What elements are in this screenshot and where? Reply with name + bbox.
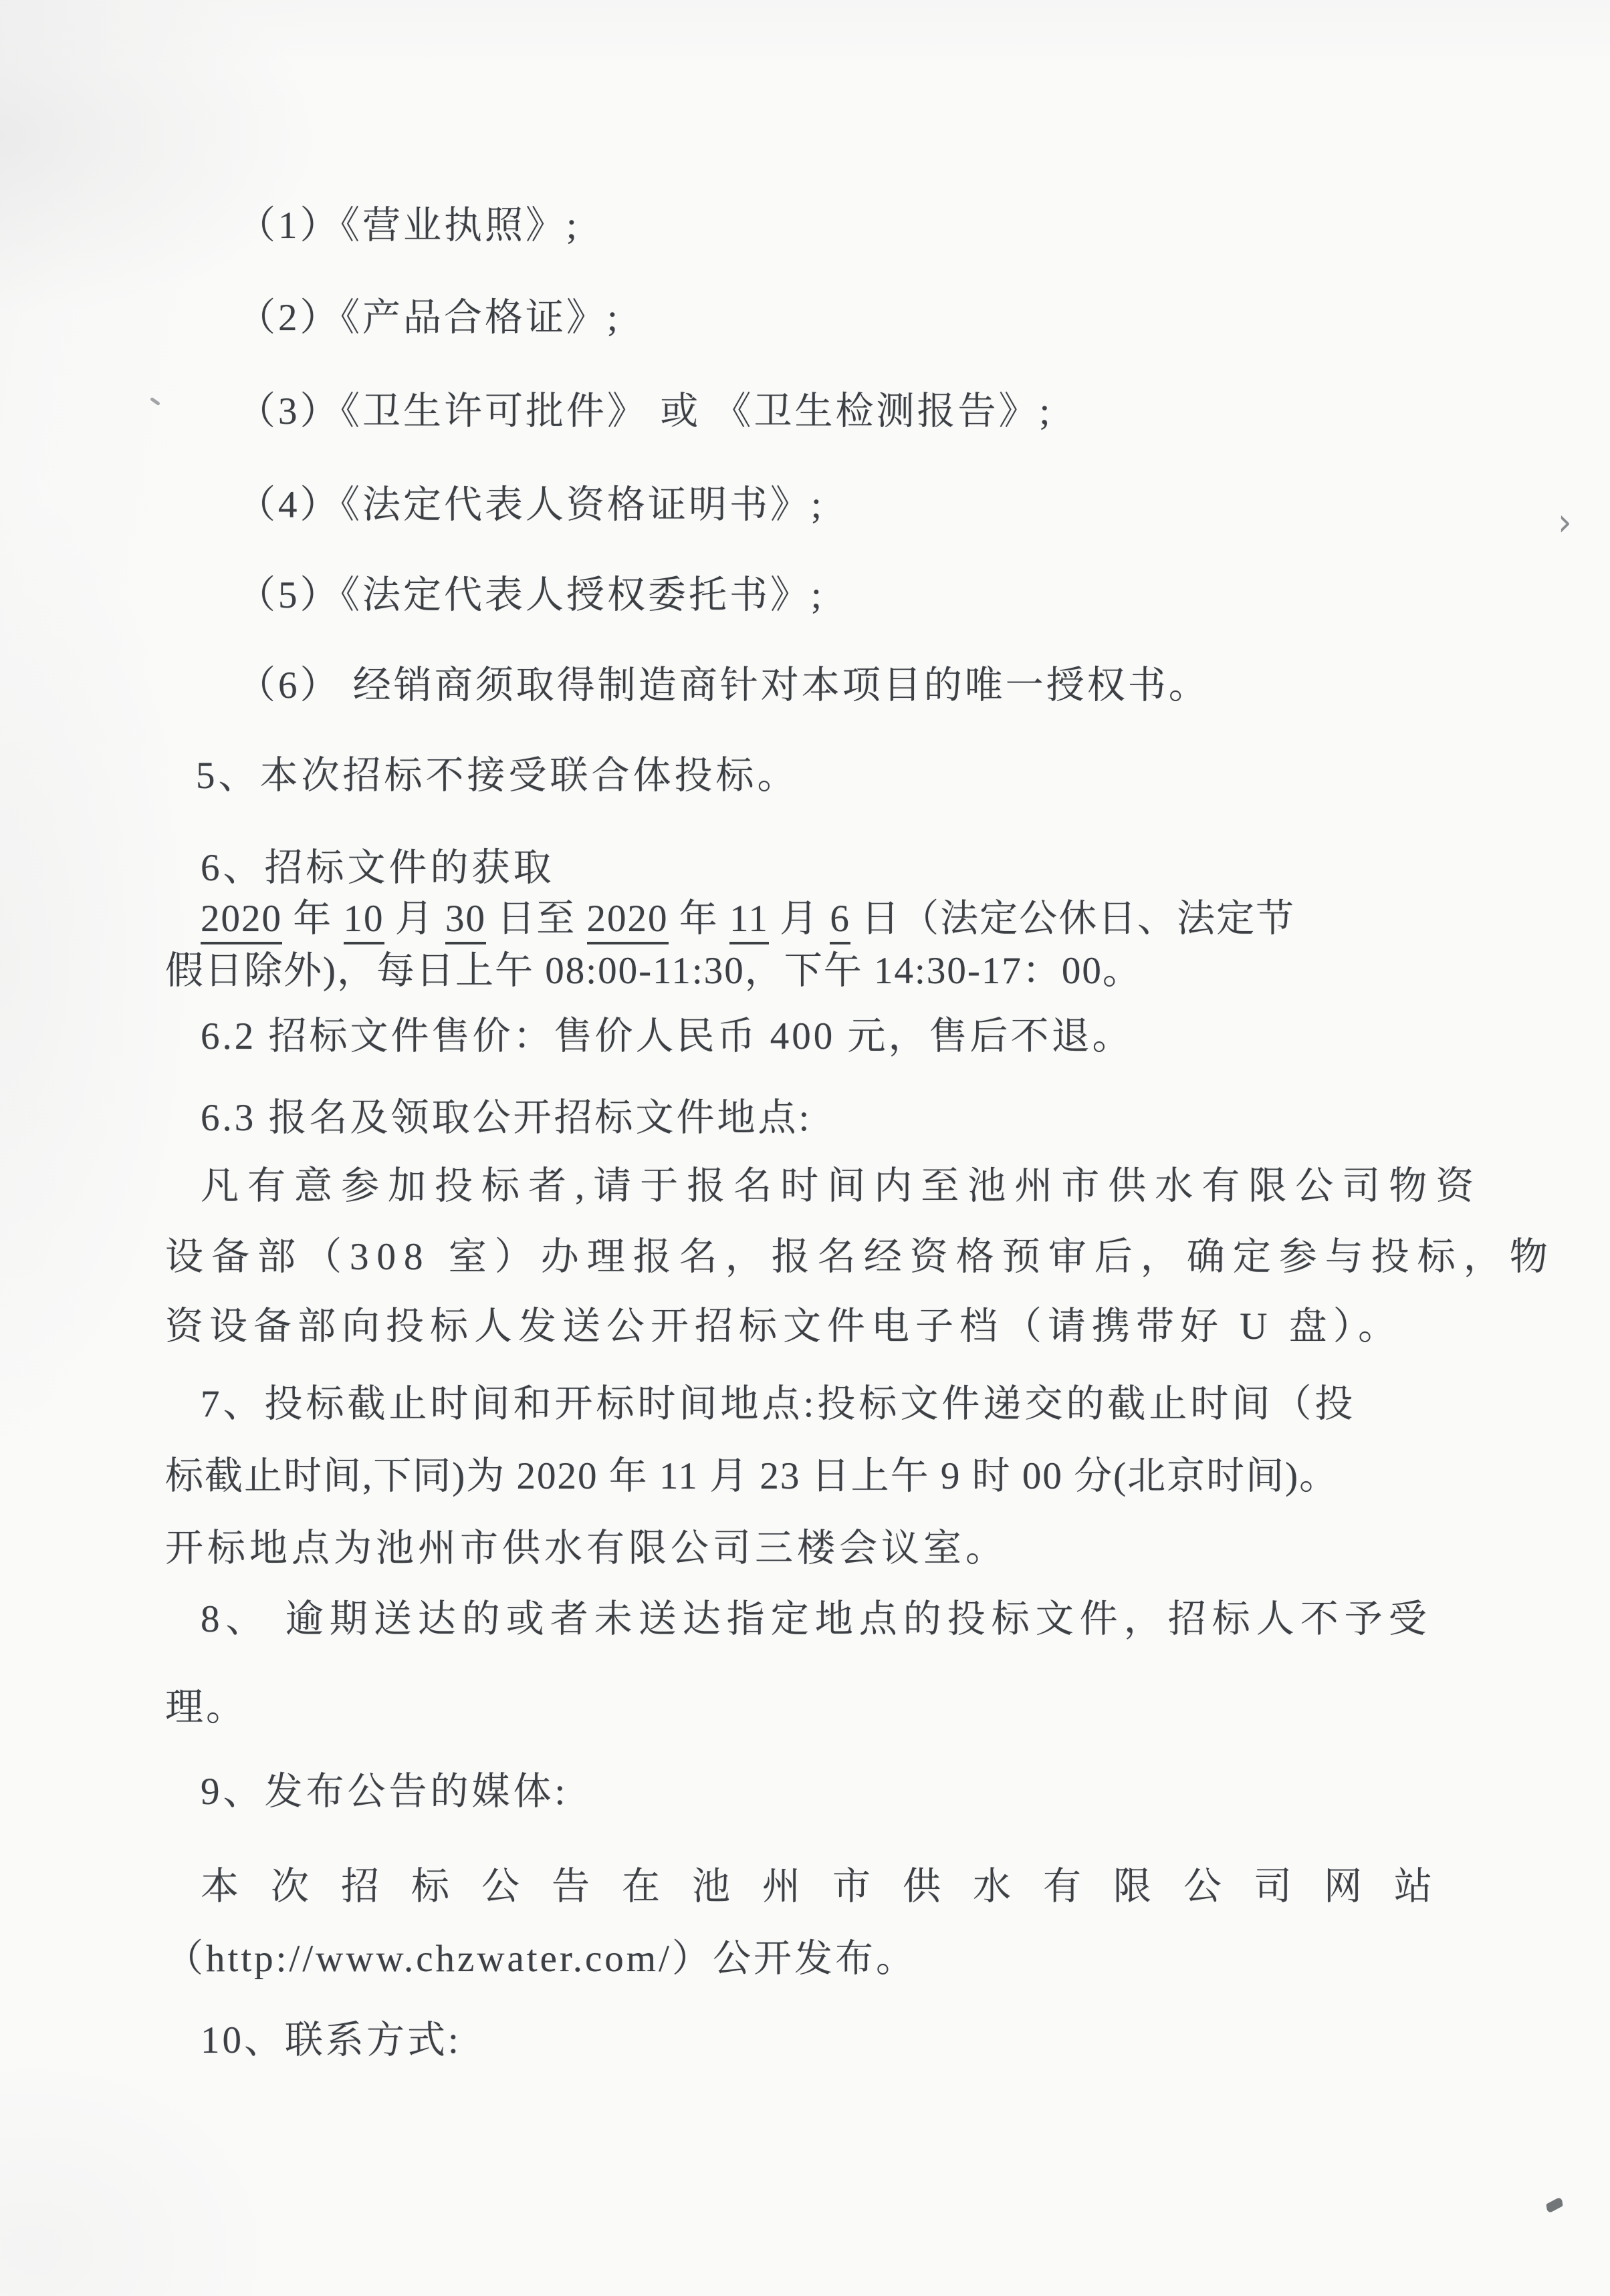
section-6-3-line: 6.3 报名及领取公开招标文件地点: [201, 1097, 812, 1139]
list-item-1: （1）《营业执照》; [237, 205, 580, 247]
section-6-2-line: 6.2 招标文件售价：售价人民币 400 元，售后不退。 [201, 1015, 1133, 1057]
section-5-line: 5、本次招标不接受联合体投标。 [196, 755, 799, 797]
section-10-heading: 10、联系方式: [201, 2019, 461, 2061]
underlined-year: 2020 [201, 898, 282, 944]
list-item-2: （2）《产品合格证》; [237, 297, 620, 339]
underlined-year-2: 2020 [587, 898, 669, 944]
section-8-line-2: 理。 [165, 1686, 247, 1729]
scan-artifact-chevron: › [1558, 501, 1572, 545]
paragraph-signup-line-3: 资设备部向投标人发送公开招标文件电子档（请携带好 U 盘）。 [165, 1305, 1403, 1348]
section-7-line-3: 开标地点为池州市供水有限公司三楼会议室。 [165, 1527, 1008, 1569]
section-6-heading: 6、招标文件的获取 [201, 847, 555, 889]
section-6-hours-line: 假日除外)，每日上午 08:00-11:30，下午 14:30-17：00。 [165, 950, 1142, 992]
section-8-line-1: 8、 逾期送达的或者未送达指定地点的投标文件，招标人不予受 [201, 1598, 1433, 1640]
paragraph-signup-line-1: 凡有意参加投标者,请于报名时间内至池州市供水有限公司物资 [201, 1165, 1483, 1207]
date-segment: 年 [668, 898, 729, 940]
scan-artifact-speck [1546, 2196, 1563, 2214]
list-item-4: （4）《法定代表人资格证明书》; [237, 484, 824, 526]
section-7-line-1: 7、投标截止时间和开标时间地点:投标文件递交的截止时间（投 [201, 1383, 1357, 1425]
underlined-day: 30 [445, 898, 486, 944]
underlined-month: 10 [344, 898, 384, 944]
section-9-line-justified: 本次招标公告在池州市供水有限公司网站 [201, 1866, 1464, 1908]
date-segment: 日至 [486, 898, 587, 940]
date-segment: 年 [282, 898, 344, 940]
list-item-6: （6） 经销商须取得制造商针对本项目的唯一授权书。 [237, 664, 1210, 707]
underlined-month-2: 11 [729, 898, 769, 944]
section-9-url-line: （http://www.chzwater.com/）公开发布。 [165, 1938, 917, 1980]
date-segment: 月 [768, 898, 830, 940]
date-segment: 月 [384, 898, 445, 940]
list-item-5: （5）《法定代表人授权委托书》; [237, 574, 824, 616]
section-7-line-2: 标截止时间,下同)为 2020 年 11 月 23 日上午 9 时 00 分(北京时间)。 [165, 1455, 1339, 1497]
paragraph-signup-line-2: 设备部（308 室）办理报名，报名经资格预审后，确定参与投标，物 [165, 1236, 1556, 1278]
section-6-date-line [201, 897, 1295, 941]
section-9-heading: 9、发布公告的媒体: [201, 1771, 569, 1813]
date-segment: 日（法定公休日、法定节 [850, 898, 1296, 940]
scan-artifact-dash [150, 397, 160, 406]
underlined-day-2: 6 [830, 898, 850, 944]
list-item-3: （3）《卫生许可批件》 或 《卫生检测报告》; [237, 390, 1053, 432]
